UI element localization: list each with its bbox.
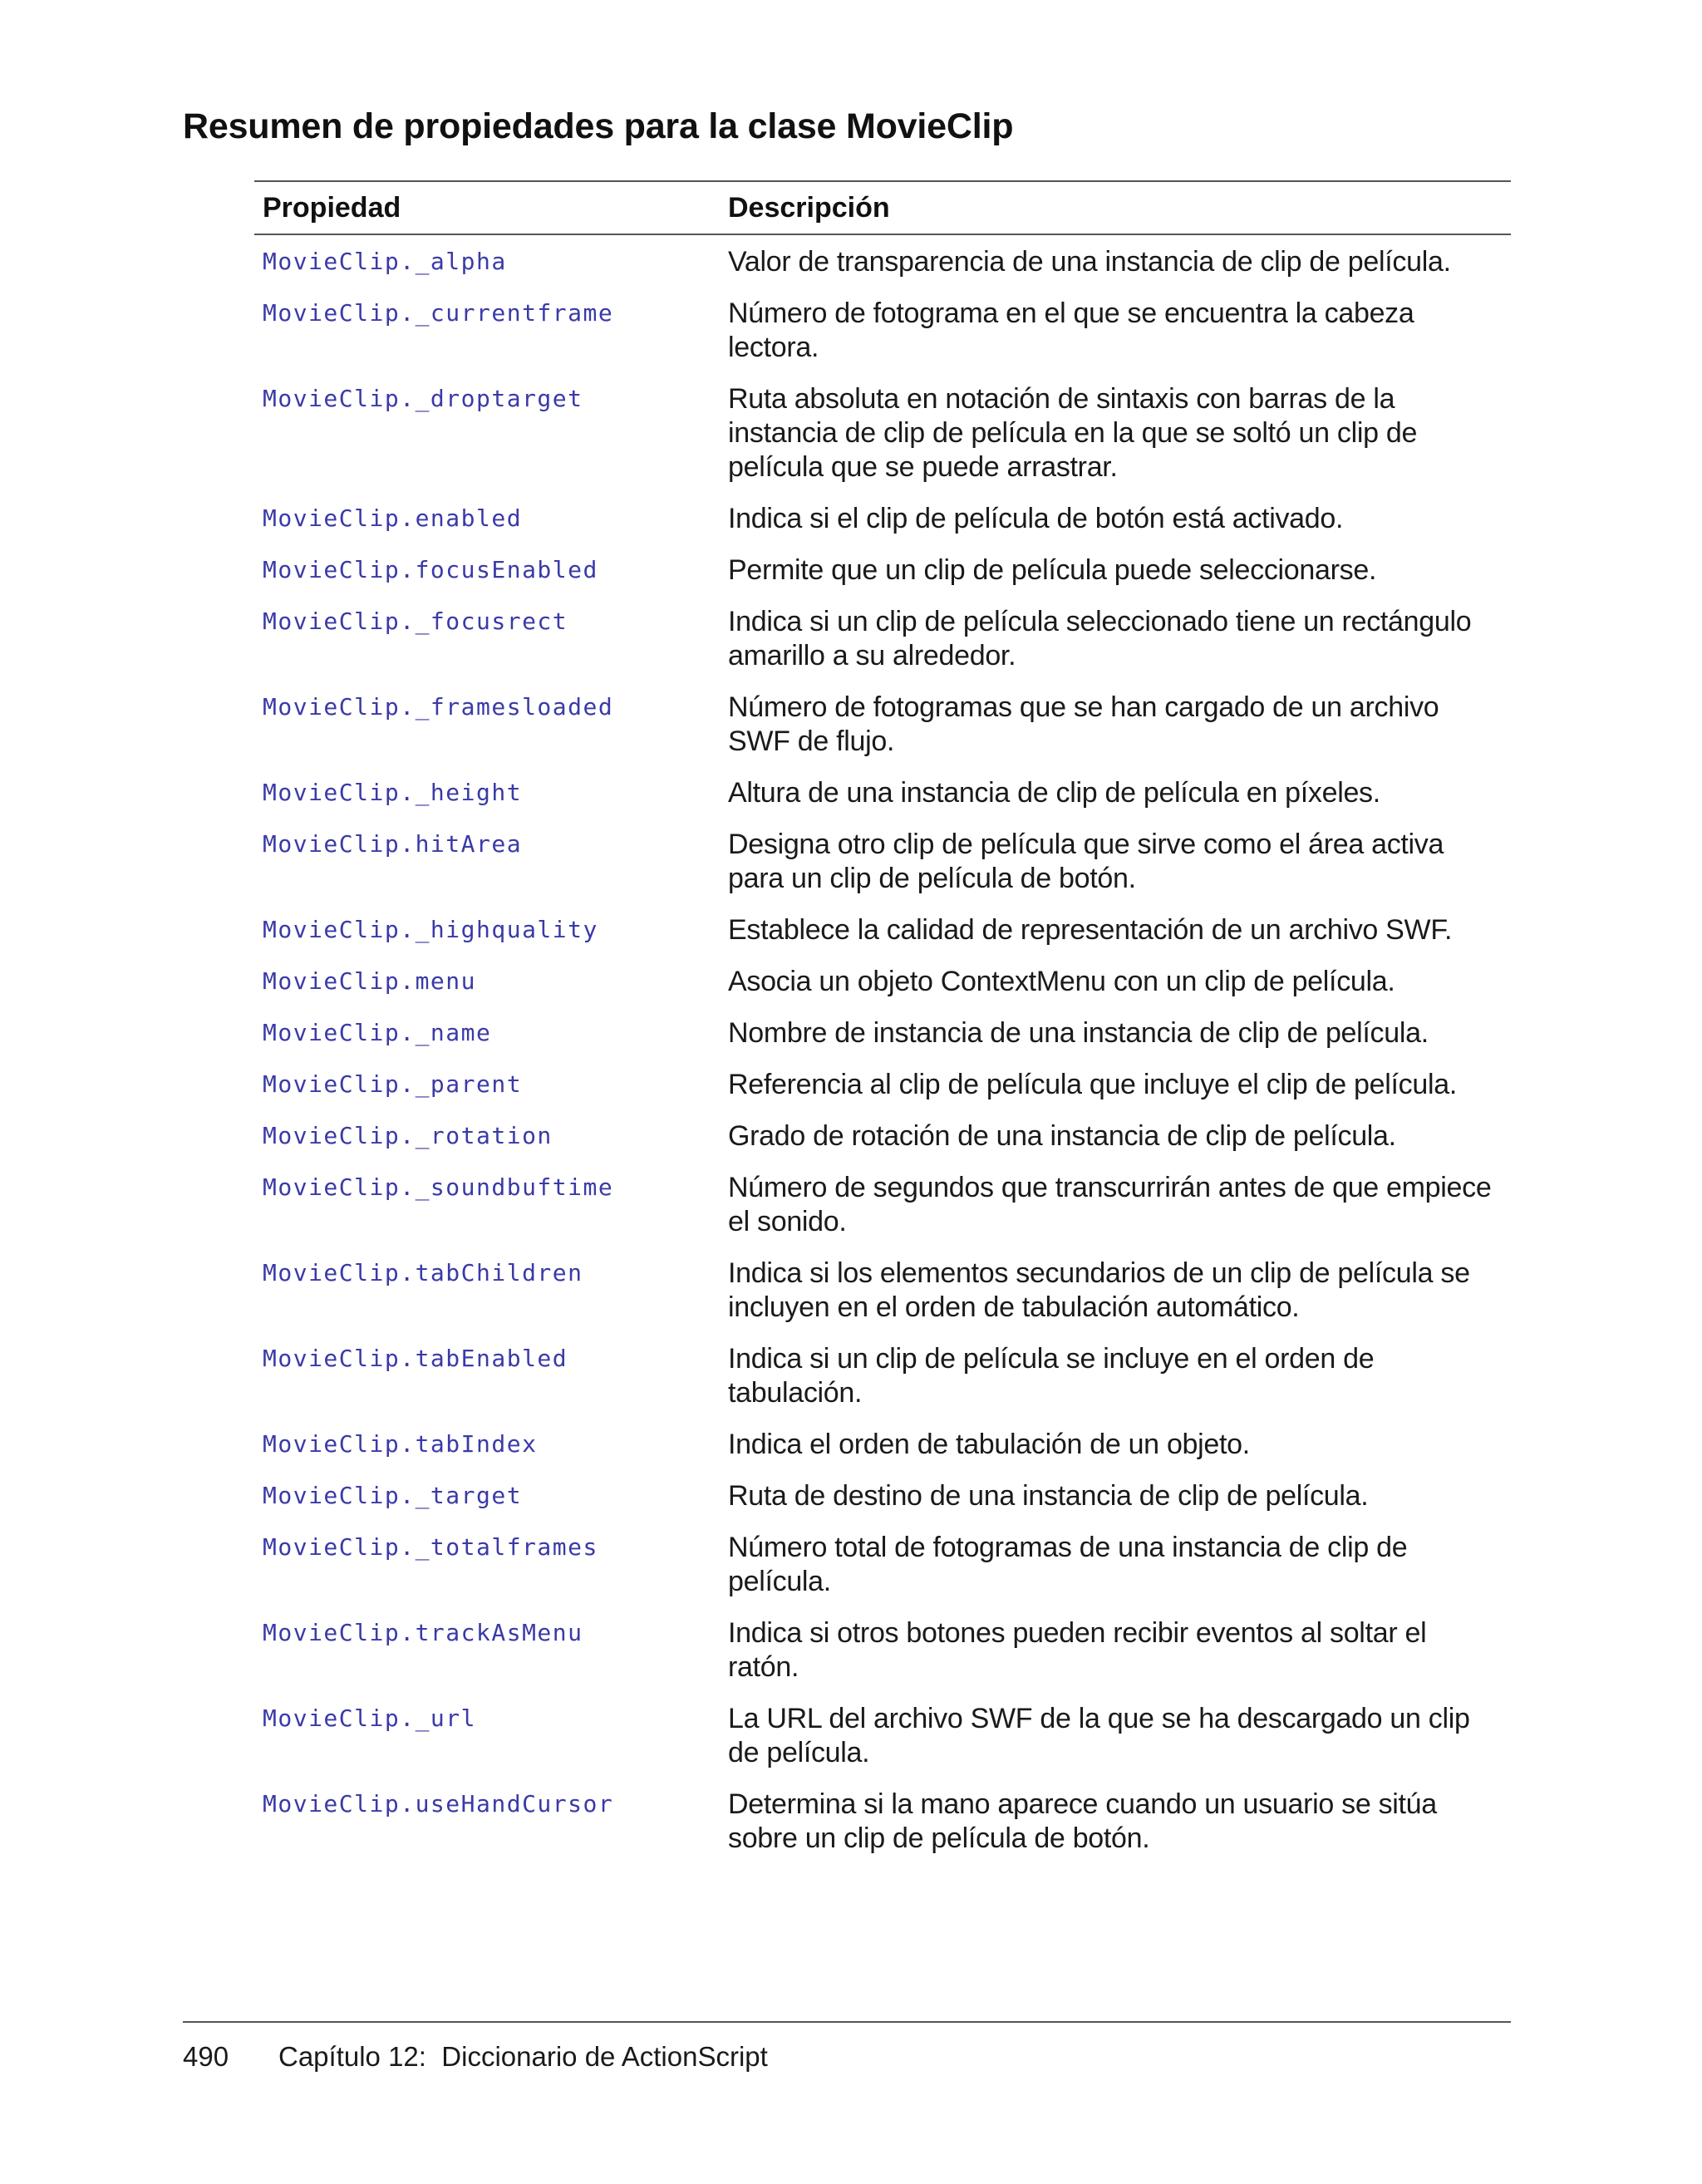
- table-row: [254, 605, 1511, 691]
- chapter-title: Capítulo 12: Diccionario de ActionScript: [278, 2041, 768, 2072]
- property-description: Ruta absoluta en notación de sintaxis con barras de la instancia de clip de película en la que se soltó un clip de película que se puede arrastrar.: [728, 383, 1418, 483]
- property-description: La URL del archivo SWF de la que se ha descargado un clip de película.: [728, 1703, 1470, 1768]
- table-row: [254, 297, 1511, 382]
- property-link[interactable]: MovieClip.enabled: [263, 504, 523, 532]
- property-description: Indica si los elementos secundarios de un clip de película se incluyen en el orden de tabulación automático.: [728, 1257, 1470, 1323]
- table-row: [254, 1171, 1511, 1257]
- property-link[interactable]: MovieClip.tabEnabled: [263, 1345, 568, 1372]
- property-description: Asocia un objeto ContextMenu con un clip de película.: [728, 966, 1395, 997]
- property-link[interactable]: MovieClip._height: [263, 779, 523, 806]
- column-header-property: Propiedad: [263, 191, 401, 224]
- property-description: Referencia al clip de película que incluye el clip de película.: [728, 1069, 1457, 1100]
- property-link[interactable]: MovieClip.hitArea: [263, 830, 523, 858]
- table-row: [254, 1616, 1511, 1702]
- property-link[interactable]: MovieClip._alpha: [263, 248, 507, 275]
- property-description: Indica si un clip de película se incluye en el orden de tabulación.: [728, 1343, 1375, 1409]
- property-description: Indica si el clip de película de botón está activado.: [728, 503, 1344, 534]
- table-header: [254, 181, 1511, 234]
- table-row: [254, 234, 1511, 297]
- property-description: Nombre de instancia de una instancia de clip de película.: [728, 1017, 1429, 1049]
- table-body: [254, 234, 1511, 1873]
- property-link[interactable]: MovieClip.focusEnabled: [263, 556, 598, 583]
- table-row: [254, 1342, 1511, 1428]
- table-row: [254, 828, 1511, 913]
- property-link[interactable]: MovieClip._framesloaded: [263, 693, 614, 721]
- property-link[interactable]: MovieClip._name: [263, 1019, 492, 1046]
- page-title: Resumen de propiedades para la clase MovieClip: [183, 106, 1014, 146]
- property-description: Designa otro clip de película que sirve como el área activa para un clip de película de botón.: [728, 829, 1444, 894]
- property-description: Valor de transparencia de una instancia de clip de película.: [728, 246, 1451, 278]
- property-description: Indica si un clip de película seleccionado tiene un rectángulo amarillo a su alrededor.: [728, 606, 1472, 671]
- properties-table: [254, 180, 1511, 1873]
- property-description: Permite que un clip de película puede seleccionarse.: [728, 554, 1377, 586]
- property-description: Ruta de destino de una instancia de clip de película.: [728, 1480, 1369, 1512]
- table-row: [254, 965, 1511, 1016]
- table-row: [254, 1702, 1511, 1788]
- property-description: Número total de fotogramas de una instancia de clip de película.: [728, 1532, 1408, 1597]
- property-link[interactable]: MovieClip.trackAsMenu: [263, 1619, 583, 1646]
- property-description: Grado de rotación de una instancia de clip de película.: [728, 1120, 1396, 1152]
- table-row: [254, 1428, 1511, 1479]
- table-row: [254, 691, 1511, 776]
- property-description: Número de fotogramas que se han cargado de un archivo SWF de flujo.: [728, 691, 1439, 757]
- table-row: [254, 553, 1511, 605]
- page-footer: [183, 2041, 768, 2073]
- table-row: [254, 502, 1511, 553]
- property-link[interactable]: MovieClip._url: [263, 1704, 477, 1732]
- property-link[interactable]: MovieClip._rotation: [263, 1122, 553, 1149]
- table-row: [254, 1257, 1511, 1342]
- table-header-row: [254, 181, 1511, 234]
- table-row: [254, 1788, 1511, 1873]
- table-row: [254, 913, 1511, 965]
- property-description: Número de fotograma en el que se encuentra la cabeza lectora.: [728, 298, 1414, 363]
- property-link[interactable]: MovieClip._soundbuftime: [263, 1173, 614, 1201]
- property-description: Indica si otros botones pueden recibir eventos al soltar el ratón.: [728, 1617, 1427, 1683]
- property-link[interactable]: MovieClip.tabIndex: [263, 1430, 538, 1458]
- properties-table-container: [254, 180, 1511, 1873]
- property-link[interactable]: MovieClip.menu: [263, 967, 477, 995]
- table-row: [254, 1119, 1511, 1171]
- property-link[interactable]: MovieClip._highquality: [263, 916, 598, 943]
- property-description: Altura de una instancia de clip de película en píxeles.: [728, 777, 1380, 809]
- property-description: Indica el orden de tabulación de un objeto.: [728, 1429, 1250, 1460]
- property-link[interactable]: MovieClip.useHandCursor: [263, 1790, 614, 1818]
- property-link[interactable]: MovieClip._currentframe: [263, 299, 614, 327]
- table-row: [254, 1479, 1511, 1531]
- property-link[interactable]: MovieClip._focusrect: [263, 607, 568, 635]
- table-row: [254, 1531, 1511, 1616]
- table-row: [254, 1016, 1511, 1068]
- page-number: 490: [183, 2041, 229, 2072]
- property-description: Determina si la mano aparece cuando un usuario se sitúa sobre un clip de película de botón.: [728, 1788, 1437, 1854]
- table-row: [254, 1068, 1511, 1119]
- footer-divider: [183, 2021, 1511, 2023]
- property-description: Número de segundos que transcurrirán antes de que empiece el sonido.: [728, 1172, 1492, 1237]
- table-row: [254, 776, 1511, 828]
- property-link[interactable]: MovieClip._target: [263, 1482, 523, 1509]
- property-description: Establece la calidad de representación de un archivo SWF.: [728, 914, 1453, 946]
- property-link[interactable]: MovieClip._parent: [263, 1070, 523, 1098]
- table-row: [254, 382, 1511, 502]
- column-header-description: Descripción: [728, 191, 890, 224]
- property-link[interactable]: MovieClip.tabChildren: [263, 1259, 583, 1286]
- property-link[interactable]: MovieClip._droptarget: [263, 385, 583, 412]
- property-link[interactable]: MovieClip._totalframes: [263, 1533, 598, 1561]
